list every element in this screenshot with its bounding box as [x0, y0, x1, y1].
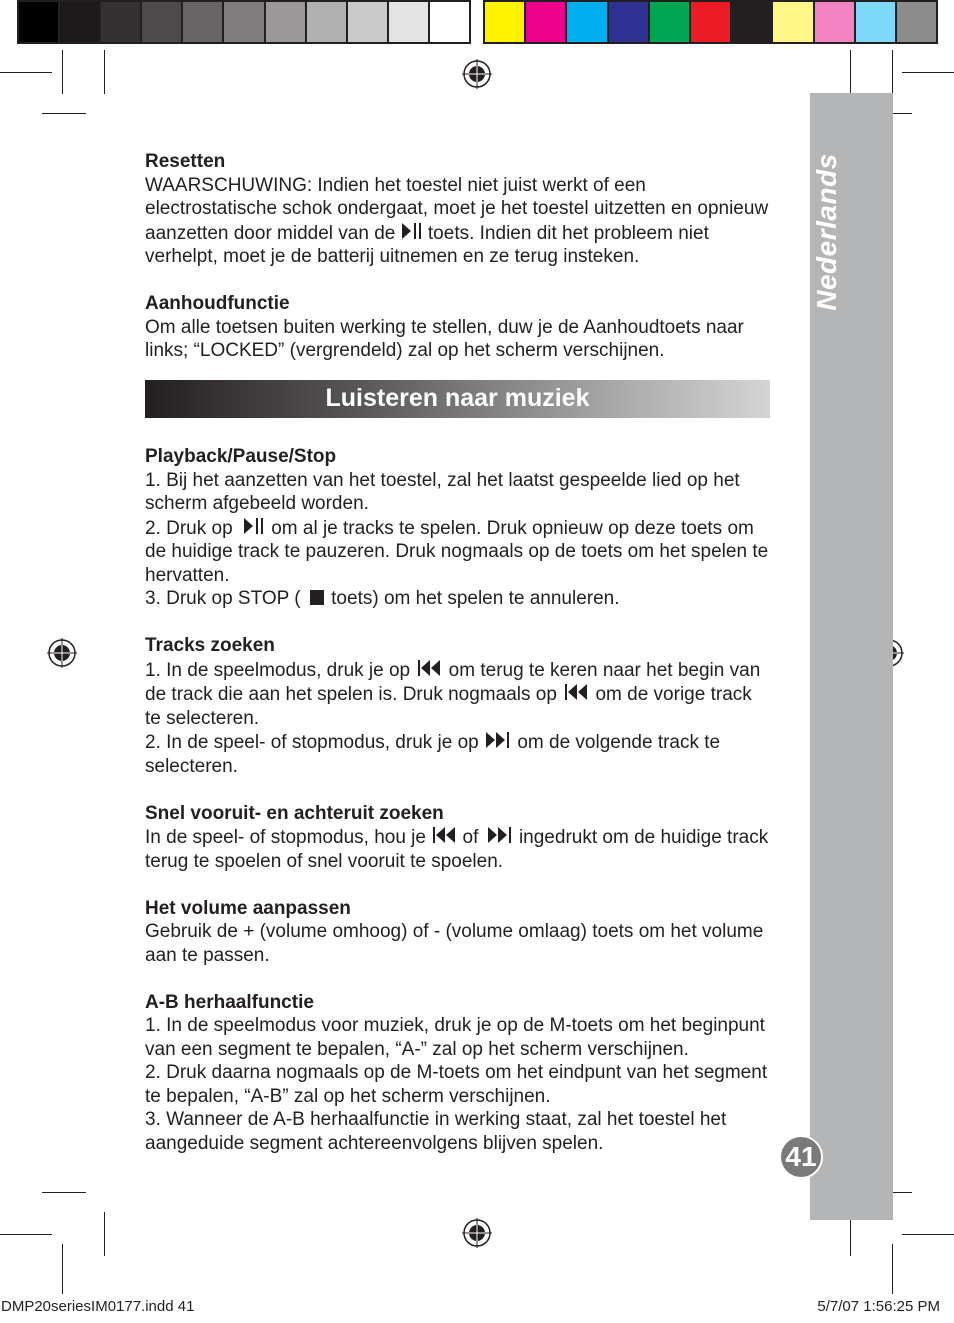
- crop-mark: [62, 50, 63, 94]
- section-playback: [145, 445, 770, 611]
- paragraph: 1. In de speelmodus, druk je op om terug te keren naar het begin van de track die aan het spelen is. Druk nogmaals op om de vorige track te selecteren.: [145, 659, 761, 729]
- section-banner: [145, 380, 770, 418]
- file-slug: DMP20seriesIM0177.indd 41: [1, 1298, 195, 1315]
- paragraph: 2. Druk daarna nogmaals op de M-toets om het eindpunt van het segment te bepalen, “A-B” zal op het scherm verschijnen.: [145, 1062, 768, 1107]
- color-swatch: [430, 2, 469, 42]
- crop-mark: [42, 1192, 86, 1193]
- section-aanhoudfunctie: [145, 292, 770, 363]
- color-swatch: [142, 2, 183, 42]
- crop-mark: [902, 72, 954, 73]
- color-swatch: [224, 2, 265, 42]
- banner-title: Luisteren naar muziek: [325, 384, 590, 413]
- section-title: Het volume aanpassen: [145, 897, 351, 919]
- next-track-icon: [484, 825, 514, 845]
- play-pause-icon: [238, 516, 266, 536]
- crop-mark: [104, 50, 105, 94]
- section-tracks-zoeken: [145, 634, 770, 778]
- registration-mark-icon: [462, 59, 492, 89]
- color-swatch: [526, 2, 567, 42]
- paragraph: In de speel- of stopmodus, hou je of ingedrukt om de huidige track terug te spoelen of snel vooruit te spoelen.: [145, 827, 769, 872]
- color-swatch: [897, 2, 936, 42]
- registration-mark-icon: [47, 638, 77, 668]
- color-swatch: [773, 2, 814, 42]
- paragraph: WAARSCHUWING: Indien het toestel niet juist werkt of een electrostatische schok ondergaat, moet je het toestel uitzetten en opnieuw aanzetten door middel van de toets. Indien dit het probleem niet verhelpt, moet je de batterij uitnemen en ze terug insteken.: [145, 174, 769, 267]
- color-swatch: [183, 2, 224, 42]
- crop-mark: [104, 1212, 105, 1256]
- section-title: A-B herhaalfunctie: [145, 991, 314, 1013]
- play-pause-icon: [401, 221, 423, 241]
- section-title: Playback/Pause/Stop: [145, 446, 337, 467]
- paragraph: Gebruik de + (volume omhoog) of - (volume omlaag) toets om het volume aan te passen.: [145, 921, 764, 966]
- color-swatch: [60, 2, 101, 42]
- section-title: Snel vooruit- en achteruit zoeken: [145, 802, 444, 824]
- next-track-icon: [484, 730, 512, 750]
- stop-icon: [306, 588, 326, 606]
- manual-content: [145, 150, 770, 1179]
- section-ab-herhaal: [145, 991, 770, 1156]
- color-swatch: [389, 2, 430, 42]
- paragraph: 2. In de speel- of stopmodus, druk je op om de volgende track te selecteren.: [145, 732, 721, 777]
- crop-mark: [892, 50, 893, 94]
- color-swatch: [348, 2, 389, 42]
- section-resetten: [145, 150, 770, 269]
- paragraph: 1. Bij het aanzetten van het toestel, zal het laatst gespeelde lied op het scherm afgebeeld worden.: [145, 469, 740, 514]
- section-title: Tracks zoeken: [145, 635, 275, 656]
- crop-mark: [892, 1244, 893, 1294]
- section-title: Aanhoudfunctie: [145, 293, 290, 314]
- timestamp-slug: 5/7/07 1:56:25 PM: [817, 1298, 940, 1315]
- crop-mark: [62, 1244, 63, 1294]
- paragraph: 3. Wanneer de A-B herhaalfunctie in werking staat, zal het toestel het aangeduide segment achtereenvolgens blijven spelen.: [145, 1109, 727, 1154]
- crop-mark: [0, 1234, 52, 1235]
- color-swatch: [650, 2, 691, 42]
- color-swatch: [567, 2, 608, 42]
- registration-mark-icon: [462, 1218, 492, 1248]
- previous-track-icon: [415, 658, 443, 678]
- paragraph: 1. In de speelmodus voor muziek, druk je op de M-toets om het beginpunt van een segment te bepalen, “A-” zal op het scherm verschijnen.: [145, 1015, 765, 1060]
- color-swatch: [307, 2, 348, 42]
- paragraph: 3. Druk op STOP ( toets) om het spelen te annuleren.: [145, 588, 620, 609]
- color-swatch: [856, 2, 897, 42]
- section-snel-zoeken: [145, 802, 770, 874]
- color-swatch: [609, 2, 650, 42]
- paragraph: 2. Druk op om al je tracks te spelen. Druk opnieuw op deze toets om de huidige track te pauzeren. Druk nogmaals op de toets om het spelen te hervatten.: [145, 517, 769, 586]
- crop-mark: [0, 72, 52, 73]
- page-number-badge: 41: [779, 1135, 823, 1179]
- color-swatch: [815, 2, 856, 42]
- color-swatch: [485, 2, 526, 42]
- color-swatch: [19, 2, 60, 42]
- section-volume: [145, 897, 770, 968]
- crop-mark: [902, 1234, 954, 1235]
- grayscale-color-bar: [17, 0, 471, 44]
- crop-mark: [850, 50, 851, 94]
- cmyk-color-bar: [483, 0, 938, 44]
- color-swatch: [101, 2, 142, 42]
- section-title: Resetten: [145, 151, 226, 172]
- color-swatch: [732, 2, 773, 42]
- previous-track-icon: [431, 825, 457, 845]
- previous-track-icon: [562, 682, 590, 702]
- paragraph: Om alle toetsen buiten werking te stellen, duw je de Aanhoudtoets naar links; “LOCKED” (vergrendeld) zal op het scherm verschijnen.: [145, 316, 744, 361]
- color-swatch: [266, 2, 307, 42]
- color-swatch: [691, 2, 732, 42]
- crop-mark: [42, 113, 86, 114]
